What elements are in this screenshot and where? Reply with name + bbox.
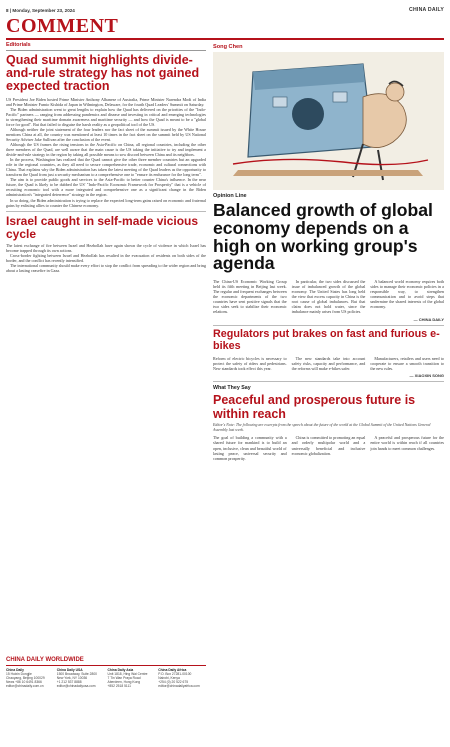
they-say-title: Peaceful and prosperous future is within reach — [213, 392, 416, 421]
quad-editorial-body — [6, 97, 206, 208]
quad-editorial-title: Quad summit highlights divide-and-rule strategy has not gained expected traction — [6, 52, 200, 93]
section-rule — [6, 38, 444, 40]
brand-name: CHINA DAILY — [409, 7, 444, 13]
office-entry — [158, 668, 206, 688]
footer-title: CHINA DAILY WORLDWIDE — [6, 657, 206, 666]
office-line: Aberdeen, Hong Kong — [107, 680, 141, 685]
divider — [213, 381, 444, 382]
paragraph: The new standards take into account safety risks, capacity and performance, and the reforms will make e-bikes safer. — [291, 356, 366, 372]
office-line: News +86 10 6491 8366 — [6, 680, 42, 685]
editors-note: Editor's Note: The following are excerpts from the speech about the future of the world at the Global Summit of the United Nations General Assembly last week. — [213, 422, 431, 432]
office-line: Chaoyang, Beijing 100029 — [6, 676, 45, 681]
office-line: 15 Huixin Dongjie — [6, 672, 32, 677]
opinion-title: Balanced growth of global economy depends on a high on working group's agenda — [213, 200, 433, 274]
office-line: editor@chinadailyusa.com — [56, 684, 96, 689]
worldwide-footer — [6, 657, 206, 688]
opinion-body — [213, 279, 444, 314]
office-line: 7 Tin Wan Praya Road — [107, 676, 141, 681]
office-list — [6, 668, 206, 688]
cartoon-byline: Song Chen — [213, 44, 243, 50]
paragraph: A peaceful and prosperous future for the entire world is within reach if all countries join hands to meet common challenges. — [370, 435, 444, 451]
opinion-column — [213, 193, 444, 461]
they-say-label: What They Say — [213, 384, 251, 391]
paragraph: In the process, Washington has realized that the Quad cannot give the other three member countries but an upgraded role in the regional countries, as they all need to secure comprehensive trade, economic and cultural connections with China. That explains why the Biden administration has taken the latest meeting of the Quad leaders as the opportunity to transform the Quad from just a security mechanism to a comprehensive one to "ensure its endurance for the long term". — [6, 157, 206, 178]
paragraph: In so doing, the Biden administration is trying to replace the expected long-term gains raised on economic and fraternal gains by enlisting allies to counter the Chinese economy. — [6, 197, 206, 208]
editorials-kicker: Editorials — [6, 42, 31, 48]
regulators-body — [213, 356, 444, 371]
paragraph: The Biden administration went to great lengths to explain how the Quad has delivered on the priorities of the "Indo-Pacific" partners — ranging from addressing pandemics and disease and investing in critical and emerging technologies to strengthening their maritime domain awareness and maritime security — and how the Quad is meant to be a "global force for good". But that failed to disguise the harsh reality as a geopolitical tool of the US. — [6, 106, 206, 127]
paragraph: Reform of electric bicycles is necessary to protect the safety of riders and pedestrians. New standards took effect this year. — [213, 356, 287, 372]
paragraph: The aim is to provide public goods and services to the Asia-Pacific to better counter China's influence. In the near future, the Quad is likely to be dubbed the US' "Indo-Pacific Economic Framework for Prosperity" that is a vehicle of recruiting economic tool with a more integrated and comprehensive one as a significant change in the Biden administration's "integrated deterrence" strategy in the region. — [6, 177, 206, 198]
section-title: COMMENT — [6, 15, 119, 37]
office-line: Unit 1818, Hing Wai Centre — [107, 672, 148, 677]
regulators-title: Regulators put brakes on fast and furious e-bikes — [213, 328, 440, 352]
paragraph: The international community should make every effort to stop the conflict from spreading to the wider region and bring about a lasting ceasefire in Gaza. — [6, 263, 206, 274]
paragraph: The China-US Economic Working Group held its fifth meeting in Beijing last week. The regular and frequent exchanges between the economic departments of the two countries have sent positive signals that the two sides seek to stabilize their economic relations. — [213, 279, 287, 315]
office-line: 1500 Broadway, Suite 2800 — [56, 672, 98, 677]
office-line: editor@chinadaily.com.cn — [6, 684, 44, 689]
office-line: P.O. Box 27281-00100 — [158, 672, 192, 677]
divider — [6, 211, 206, 212]
paragraph: US President Joe Biden hosted Prime Minister Anthony Albanese of Australia, Prime Minister Narendra Modi of India and Prime Minister Fumio Kishida of Japan in Wilmington, Delaware, for the fourth Quad Leaders' Summit on Saturday. — [6, 96, 206, 107]
paragraph: China is committed to promoting an equal and orderly multipolar world and a universally beneficial and inclusive economic globalization. — [291, 435, 366, 456]
office-line: +852 2518 5111 — [107, 684, 131, 689]
editorial-cartoon — [213, 52, 444, 190]
office-line: +254 (0) 20 522 675 — [158, 680, 189, 685]
regulators-byline: — XIAOXIN SONG — [409, 373, 444, 379]
paragraph: A balanced world economy requires both sides to manage their economic policies in a responsible way, to strengthen communication and to avoid steps that undermine the shared interests of the global economy. — [370, 279, 444, 310]
office-line: New York, NY 10036 — [56, 676, 88, 681]
paragraph: The goal of building a community with a shared future for mankind is to build an open, inclusive, clean and beautiful world of lasting peace, universal security and common prosperity. — [213, 435, 287, 461]
divider — [213, 325, 444, 326]
editorials-column — [6, 42, 206, 274]
office-line: editor@chinadailyafrica.com — [158, 684, 200, 689]
paragraph: Although neither the joint statement of the four leaders nor the fact sheet of the summit issued by the White House mentions China at all, the country was mentioned at least 10 times in the fact sheet on the summit held by US National Security Adviser Jake Sullivan after the conclusion of the event. — [6, 126, 206, 142]
office-entry — [57, 668, 105, 688]
paragraph: The latest exchange of fire between Israel and Hezbollah have again shown the cycle of violence in which Israel has become trapped through its own actions. — [6, 243, 206, 254]
page-header — [6, 5, 444, 15]
divider — [6, 50, 206, 51]
office-name: China Daily — [6, 668, 24, 672]
office-line: Nairobi, Kenya — [158, 676, 180, 681]
page-label: 8 | Monday, September 23, 2024 — [6, 7, 75, 13]
paragraph: Manufacturers, retailers and users need to cooperate to ensure a smooth transition to the new rules. — [370, 356, 444, 372]
opinion-label: Opinion Line — [213, 193, 247, 199]
paragraph: Cross-border fighting between Israel and Hezbollah has resulted in the evacuation of residents on both sides of the border, and the conflict has recently intensified. — [6, 253, 206, 264]
office-name: China Daily USA — [56, 668, 83, 672]
israel-editorial-title: Israel caught in self-made vicious cycle — [6, 214, 199, 241]
cartoon-illustration — [213, 52, 444, 190]
opinion-byline: — CHINA DAILY — [413, 316, 444, 322]
paragraph: Although the US frames the rising tensions in the Asia-Pacific on China, all regional countries, including the other three members of the Quad, are well aware that the main cause is the US taking the initiative to try and implement a divide-and-rule strategy in the region by taking all possible means to sow discord between China and its neighbors. — [6, 142, 206, 158]
office-entry — [6, 668, 54, 688]
office-name: China Daily Asia — [107, 668, 134, 672]
paragraph: In particular, the two sides discussed the issue of imbalanced growth of the global economy. The United States has long held the view that excess capacity in China is the root cause of global imbalances. But that claim does not hold water, since the imbalance mainly arises from US policies. — [291, 279, 366, 315]
israel-editorial-body — [6, 243, 206, 273]
office-line: +1 212 537 8888 — [56, 680, 82, 685]
they-say-body — [213, 435, 444, 460]
office-name: China Daily Africa — [158, 668, 187, 672]
office-entry — [108, 668, 156, 688]
